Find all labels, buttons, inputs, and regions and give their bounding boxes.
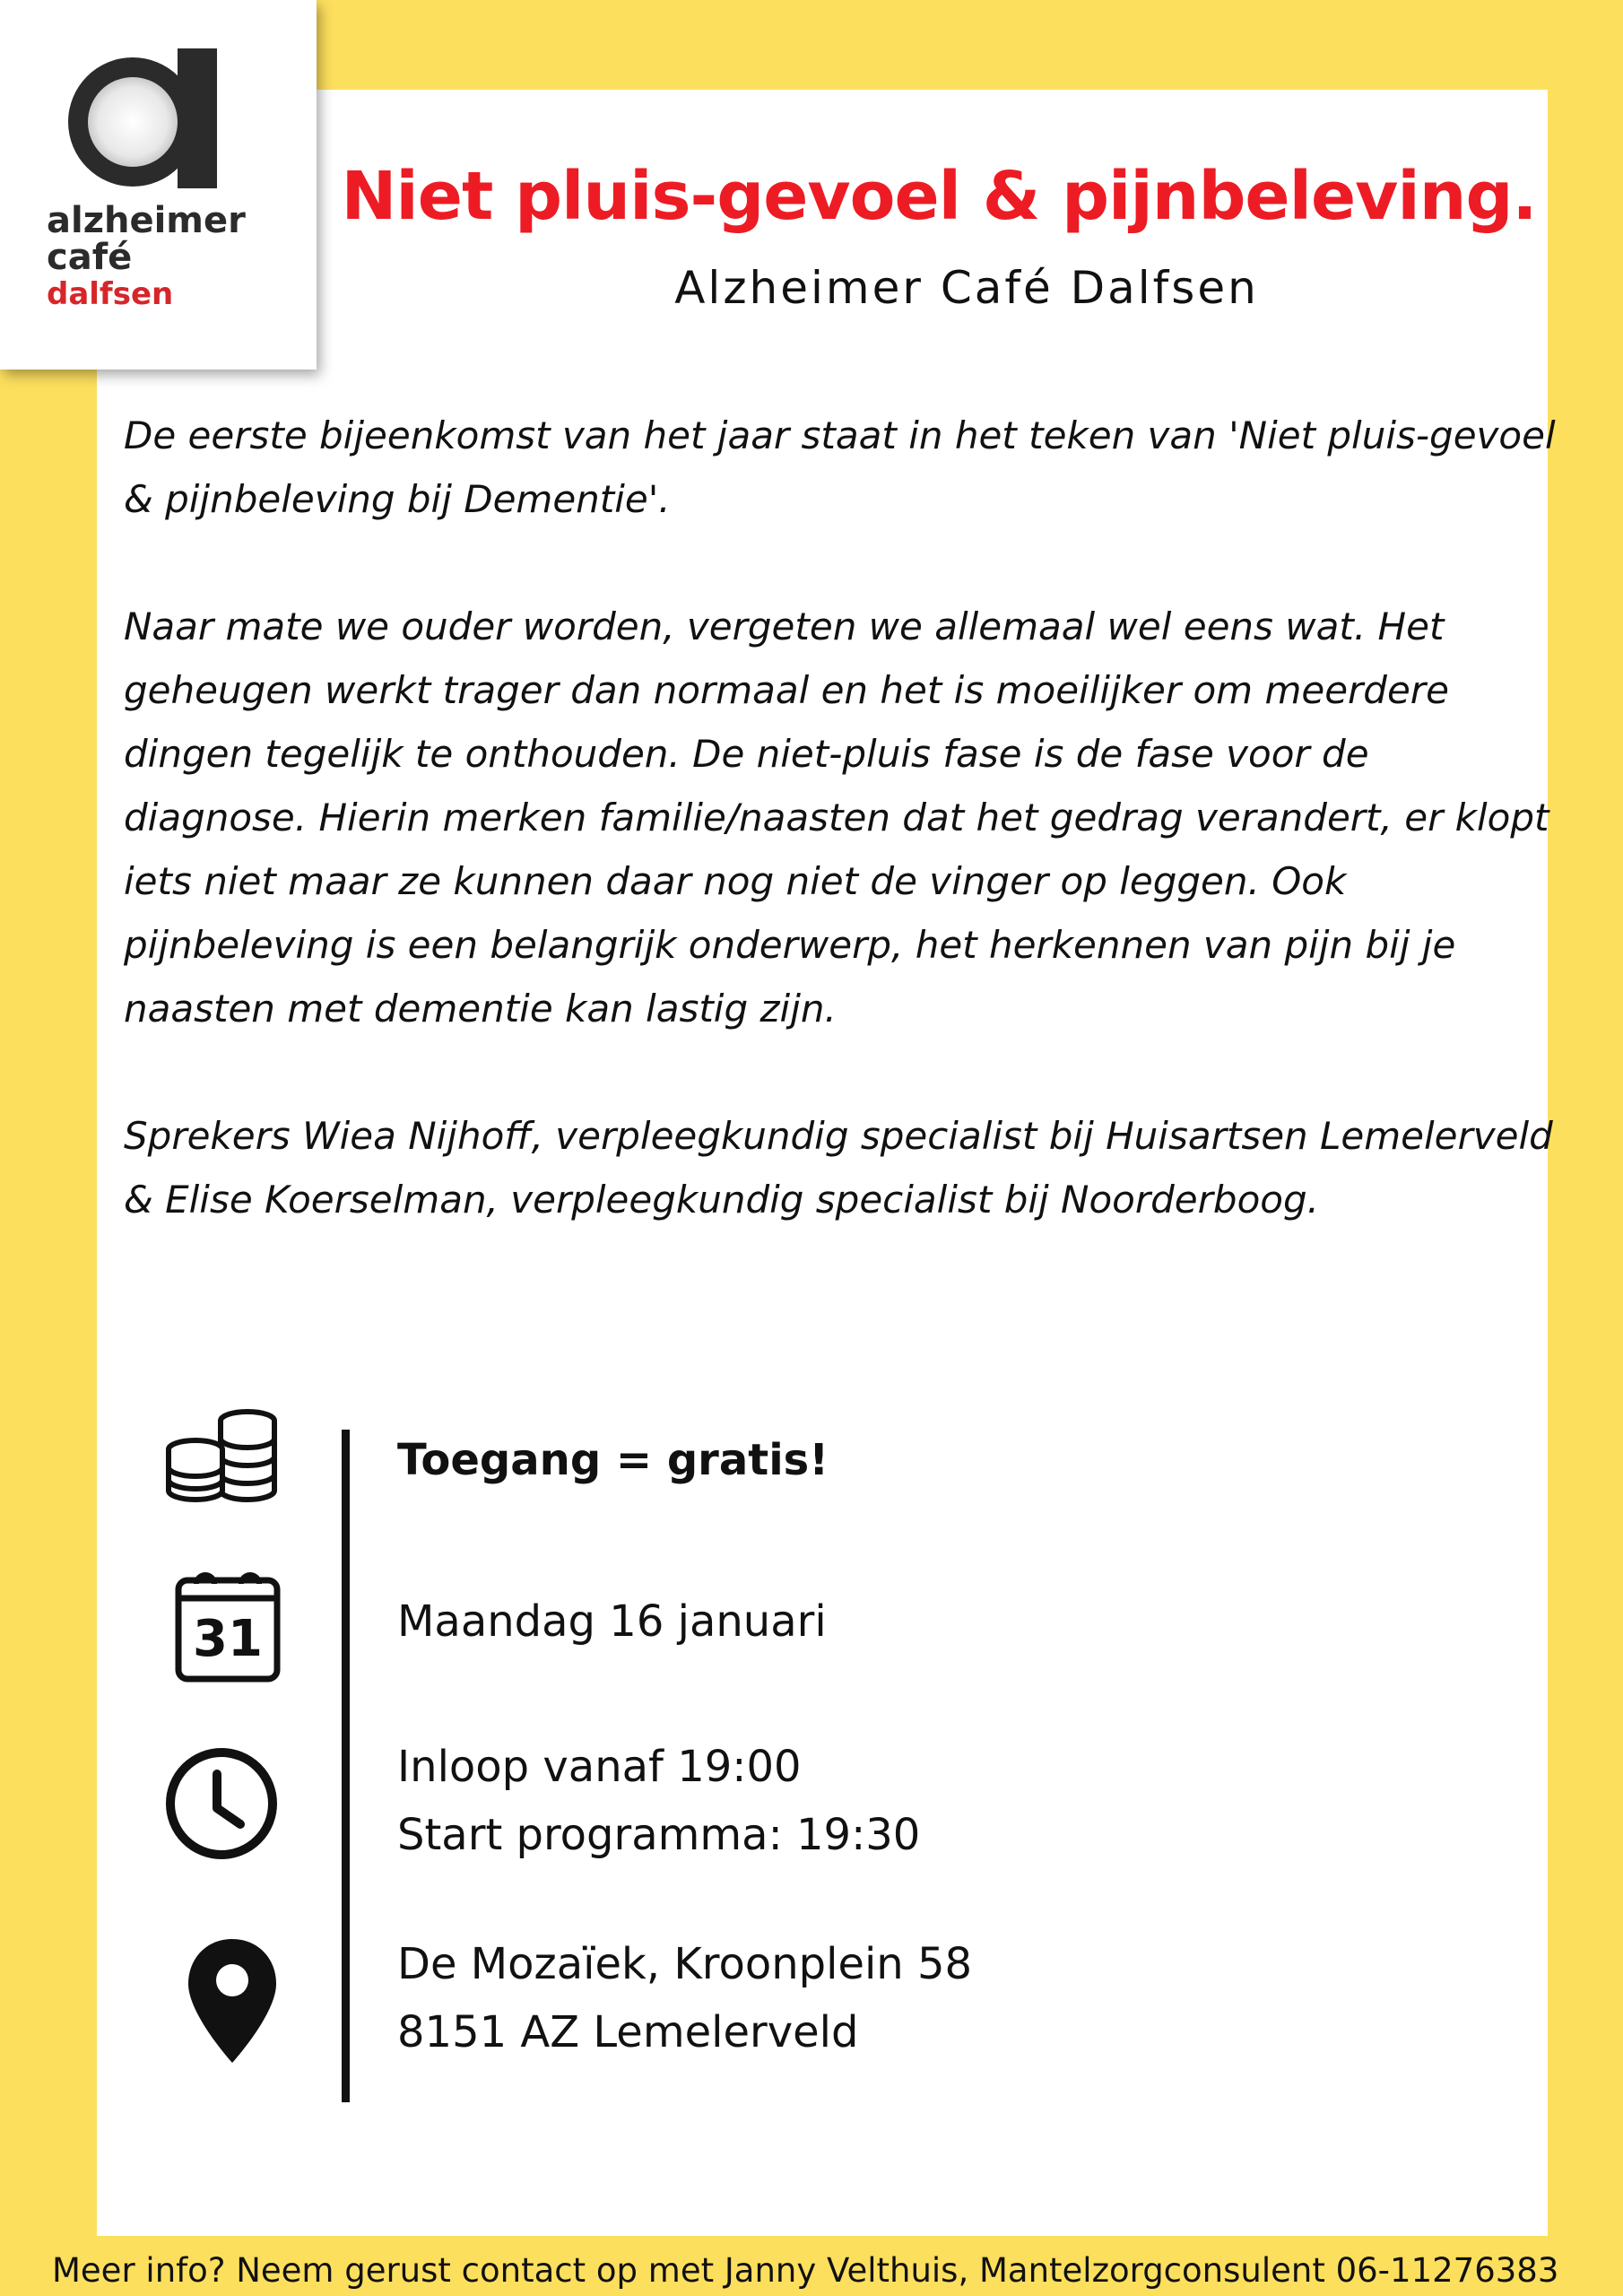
- location-info: [397, 1930, 972, 2066]
- map-pin-icon: [185, 1935, 280, 2066]
- calendar-icon: [173, 1564, 282, 1684]
- page-title: Niet pluis-gevoel & pijnbeleving.: [341, 158, 1537, 235]
- logo-text-line1: alzheimer: [47, 200, 246, 241]
- logo: [0, 0, 317, 370]
- logo-text-line3: dalfsen: [47, 276, 174, 312]
- intro-paragraph-1: De eerste bijeenkomst van het jaar staat in het teken van 'Niet pluis-gevoel & pijnbeleving bij Dementie'.: [124, 413, 1556, 521]
- entry-info: Toegang = gratis!: [397, 1435, 829, 1485]
- intro-paragraph-3: Sprekers Wiea Nijhoff, verpleegkundig specialist bij Huisartsen Lemelerveld & Elise Koerselman, verpleegkundig specialist bij Noorderboog.: [124, 1114, 1553, 1222]
- intro-text: [124, 404, 1558, 1295]
- time-info-line1: Inloop vanaf 19:00: [397, 1742, 802, 1792]
- date-info: Maandag 16 januari: [397, 1596, 827, 1647]
- coins-icon: [161, 1408, 283, 1505]
- logo-a-icon: [63, 43, 233, 196]
- location-info-line1: De Mozaïek, Kroonplein 58: [397, 1939, 973, 1989]
- page-subtitle: Alzheimer Café Dalfsen: [674, 262, 1259, 314]
- info-divider: [342, 1430, 350, 2102]
- time-info-line2: Start programma: 19:30: [397, 1810, 921, 1860]
- footer-contact: Meer info? Neem gerust contact op met Janny Velthuis, Mantelzorgconsulent 06-11276383: [52, 2251, 1559, 2290]
- intro-paragraph-2: Naar mate we ouder worden, vergeten we allemaal wel eens wat. Het geheugen werkt trager dan normaal en het is moeilijker om meerdere dingen tegelijk te onthouden. De niet-pluis fase is de fase voor de diagnose. Hierin merken familie/naasten dat het gedrag verandert, er klopt iets niet maar ze kunnen daar nog niet de vinger op leggen. Ook pijnbeleving is een belangrijk onderwerp, het herkennen van pijn bij je naasten met dementie kan lastig zijn.: [124, 604, 1549, 1031]
- location-info-line2: 8151 AZ Lemelerveld: [397, 2007, 859, 2057]
- time-info: [397, 1733, 920, 1869]
- clock-icon: [165, 1747, 278, 1860]
- logo-text-line2: café: [47, 237, 133, 278]
- calendar-number: 31: [193, 1610, 263, 1668]
